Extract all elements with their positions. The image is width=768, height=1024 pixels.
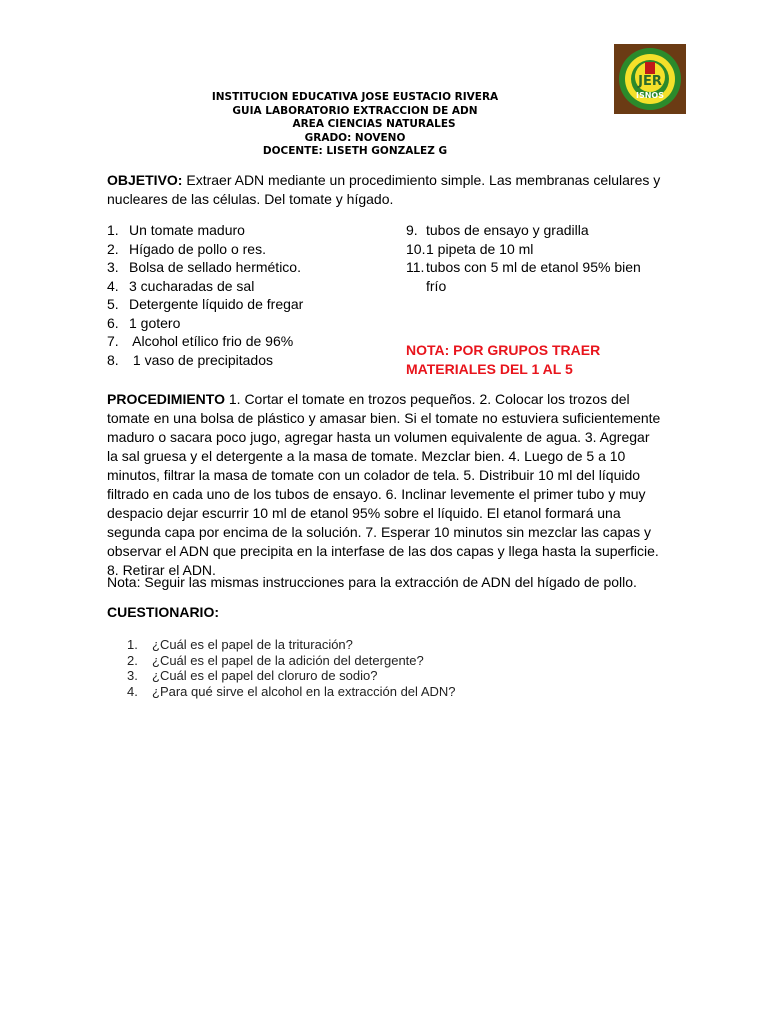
school-logo-icon	[614, 44, 686, 114]
list-item: frío	[426, 277, 447, 294]
list-item: 3. Bolsa de sellado hermético.	[107, 259, 301, 275]
list-item: 9. tubos de ensayo y gradilla	[406, 222, 589, 238]
header-line-guide: GUIA LABORATORIO EXTRACCION DE ADN	[232, 104, 478, 117]
list-item: 3. ¿Cuál es el papel del cloruro de sodio?	[127, 668, 378, 683]
list-item: 4. 3 cucharadas de sal	[107, 277, 255, 294]
procedure-label: PROCEDIMIENTO	[107, 391, 225, 407]
objective-paragraph	[107, 171, 662, 209]
header-line-grade: GRADO: NOVENO	[304, 131, 406, 144]
header-line-teacher: DOCENTE: LISETH GONZALEZ G	[262, 145, 448, 157]
list-item: 8. 1 vaso de precipitados	[107, 351, 273, 368]
materials-list-right	[406, 221, 641, 295]
list-item: 1. Un tomate maduro	[107, 222, 245, 238]
materials-note: NOTA: POR GRUPOS TRAER MATERIALES DEL 1 AL 5	[406, 342, 601, 377]
list-item: 4. ¿Para qué sirve el alcohol en la extracción del ADN?	[127, 683, 456, 699]
procedure-text: 1. Cortar el tomate en trozos pequeños. 2. Colocar los trozos del tomate en una bolsa de plástico y amasar bien. Si el tomate no estuviera suficientemente maduro o sacara poco jugo, agregar hasta un volumen equivalente de agua. 3. Agregar la sal gruesa y el detergente a la masa de tomate. Mezclar bien. 4. Luego de 5 a 10 minutos, filtrar la masa de tomate con un colador de tela. 5. Distribuir 10 ml del líquido filtrado en cada uno de los tubos de ensayo. 6. Inclinar levemente el primer tubo y muy despacio dejar escurrir 10 ml de etanol 95% sobre el líquido. El etanol formará una segunda capa por encima de la solución. 7. Esperar 10 minutos sin mezclar las capas y observar el ADN que precipita en la interfase de las dos capas y llega hasta la superficie. 8. Retirar el ADN.	[107, 391, 661, 578]
objective-text: Extraer ADN mediante un procedimiento simple. Las membranas celulares y nucleares de las células. Del tomate y hígado.	[107, 172, 661, 207]
list-item: 1. ¿Cuál es el papel de la trituración?	[127, 637, 353, 652]
questionnaire-title: CUESTIONARIO:	[107, 604, 219, 620]
header-line-area: AREA CIENCIAS NATURALES	[292, 118, 456, 130]
header-line-institution: INSTITUCION EDUCATIVA JOSE EUSTACIO RIVERA	[211, 91, 499, 103]
document-header	[180, 91, 530, 159]
logo-initials: JER	[638, 74, 662, 89]
materials-list-left	[107, 221, 303, 369]
logo-text: ISNOS	[636, 91, 664, 100]
questionnaire-list	[127, 637, 456, 699]
list-item: 10. 1 pipeta de 10 ml	[406, 240, 534, 257]
list-item: 2. ¿Cuál es el papel de la adición del detergente?	[127, 652, 424, 668]
objective-label: OBJETIVO:	[107, 172, 183, 188]
liver-note: Nota: Seguir las mismas instrucciones para la extracción de ADN del hígado de pollo.	[107, 574, 637, 590]
list-item: 6. 1 gotero	[107, 314, 181, 331]
procedure-paragraph	[107, 390, 662, 580]
list-item: 11. tubos con 5 ml de etanol 95% bien	[406, 259, 641, 275]
list-item: 7. Alcohol etílico frio de 96%	[107, 333, 294, 349]
list-item: 5. Detergente líquido de fregar	[107, 296, 304, 312]
list-item: 2. Hígado de pollo o res.	[107, 240, 266, 257]
